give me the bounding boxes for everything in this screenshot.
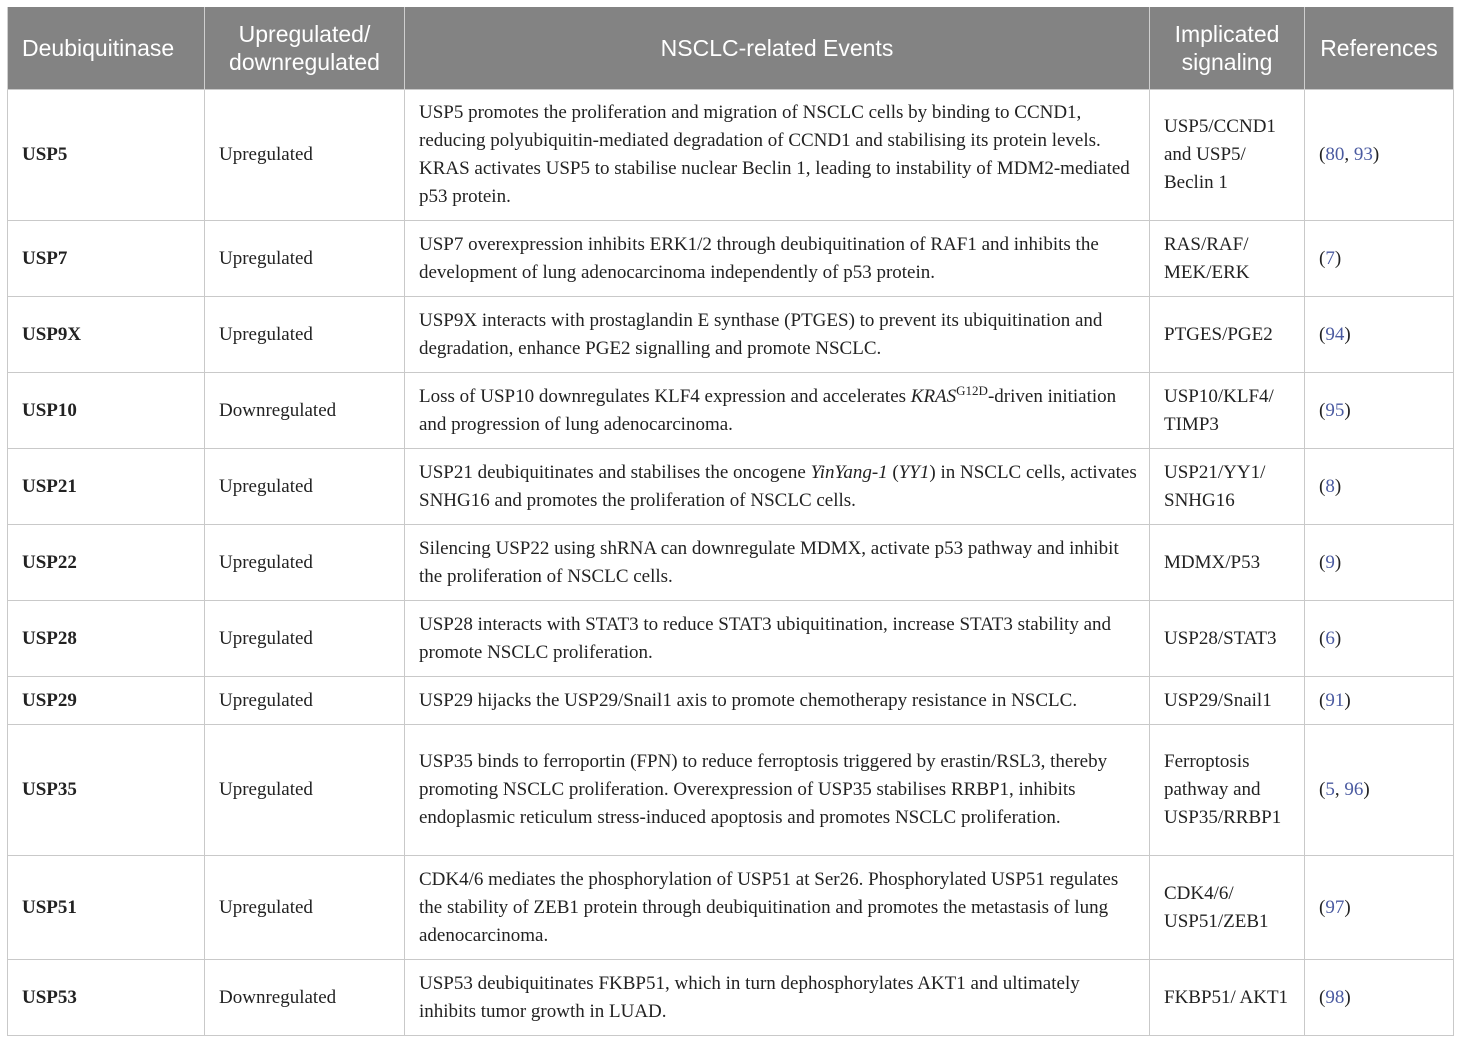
signaling-cell: CDK4/6/ USP51/ZEB1 xyxy=(1150,856,1305,960)
table-row xyxy=(8,677,1454,725)
reference-link[interactable]: 9 xyxy=(1325,551,1335,573)
events-cell: CDK4/6 mediates the phosphorylation of USP51 at Ser26. Phosphorylated USP51 regulates the stability of ZEB1 protein through deubiquitination and promotes the metastasis of lung adenocarcinoma. xyxy=(405,856,1150,960)
reference-link[interactable]: 7 xyxy=(1325,247,1335,269)
header-signaling: Implicated signaling xyxy=(1150,7,1305,90)
references-cell: (9) xyxy=(1305,525,1454,601)
references-cell: (91) xyxy=(1305,677,1454,725)
table-row xyxy=(8,960,1454,1036)
reference-link[interactable]: 98 xyxy=(1325,986,1345,1008)
gene-name-italic: YinYang-1 xyxy=(810,461,888,483)
deubiquitinase-cell: USP53 xyxy=(8,960,205,1036)
table-row xyxy=(8,221,1454,297)
regulation-cell: Upregulated xyxy=(205,677,405,725)
signaling-cell: USP5/CCND1 and USP5/ Beclin 1 xyxy=(1150,90,1305,221)
mutation-superscript: G12D xyxy=(956,382,988,398)
deubiquitinase-table xyxy=(7,7,1454,1036)
table-row xyxy=(8,856,1454,960)
signaling-cell: USP29/Snail1 xyxy=(1150,677,1305,725)
gene-name-italic: YY1 xyxy=(898,461,930,483)
references-cell: (98) xyxy=(1305,960,1454,1036)
deubiquitinase-cell: USP29 xyxy=(8,677,205,725)
regulation-cell: Upregulated xyxy=(205,221,405,297)
table-row xyxy=(8,449,1454,525)
signaling-cell: Ferroptosis pathway and USP35/RRBP1 xyxy=(1150,725,1305,856)
references-cell: (8) xyxy=(1305,449,1454,525)
header-events: NSCLC-related Events xyxy=(405,7,1150,90)
regulation-cell: Upregulated xyxy=(205,725,405,856)
reference-link[interactable]: 93 xyxy=(1353,144,1373,165)
events-text: USP21 deubiquitinates and stabilises the oncogene xyxy=(419,461,811,483)
deubiquitinase-cell: USP7 xyxy=(8,221,205,297)
deubiquitinase-cell: USP22 xyxy=(8,525,205,601)
events-cell: USP53 deubiquitinates FKBP51, which in turn dephosphorylates AKT1 and ultimately inhibits tumor growth in LUAD. xyxy=(405,960,1150,1036)
reference-link[interactable]: 94 xyxy=(1325,323,1345,345)
events-cell: Silencing USP22 using shRNA can downregulate MDMX, activate p53 pathway and inhibit the proliferation of NSCLC cells. xyxy=(405,525,1150,601)
deubiquitinase-cell: USP9X xyxy=(8,297,205,373)
reference-link[interactable]: 6 xyxy=(1325,627,1335,649)
regulation-cell: Upregulated xyxy=(205,601,405,677)
references-cell: (95) xyxy=(1305,373,1454,449)
reference-link[interactable]: 95 xyxy=(1325,399,1345,421)
regulation-cell: Upregulated xyxy=(205,297,405,373)
regulation-cell: Upregulated xyxy=(205,90,405,221)
signaling-cell: FKBP51/ AKT1 xyxy=(1150,960,1305,1036)
regulation-cell: Upregulated xyxy=(205,525,405,601)
reference-link[interactable]: 80 xyxy=(1325,144,1345,165)
header-deubiquitinase: Deubiquitinase xyxy=(8,7,205,90)
references-cell: (5, 96) xyxy=(1305,725,1454,856)
table-row xyxy=(8,725,1454,856)
signaling-cell: USP10/KLF4/ TIMP3 xyxy=(1150,373,1305,449)
deubiquitinase-cell: USP51 xyxy=(8,856,205,960)
events-text: -driven initiation and progression of lung adenocarcinoma. xyxy=(419,385,1117,435)
references-cell: (6) xyxy=(1305,601,1454,677)
events-cell: USP5 promotes the proliferation and migration of NSCLC cells by binding to CCND1, reducing polyubiquitin-mediated degradation of CCND1 and stabilising its protein levels. KRAS activates USP5 to stabilise nuclear Beclin 1, leading to instability of MDM2-mediated p53 protein. xyxy=(405,90,1150,221)
reference-link[interactable]: 91 xyxy=(1325,689,1345,711)
references-cell: (80, 93) xyxy=(1305,90,1454,221)
references-cell: (94) xyxy=(1305,297,1454,373)
regulation-cell: Downregulated xyxy=(205,373,405,449)
events-cell: USP7 overexpression inhibits ERK1/2 through deubiquitination of RAF1 and inhibits the development of lung adenocarcinoma independently of p53 protein. xyxy=(405,221,1150,297)
regulation-cell: Upregulated xyxy=(205,856,405,960)
deubiquitinase-cell: USP5 xyxy=(8,90,205,221)
signaling-cell: MDMX/P53 xyxy=(1150,525,1305,601)
events-text: ) in NSCLC cells, activates SNHG16 and promotes the proliferation of NSCLC cells. xyxy=(419,461,1137,511)
events-cell: USP35 binds to ferroportin (FPN) to reduce ferroptosis triggered by erastin/RSL3, thereby promoting NSCLC proliferation. Overexpression of USP35 stabilises RRBP1, inhibits endoplasmic reticulum stress-induced apoptosis and promotes NSCLC proliferation. xyxy=(405,725,1150,856)
reference-link[interactable]: 8 xyxy=(1325,475,1335,497)
header-references: References xyxy=(1305,7,1454,90)
signaling-cell: USP21/YY1/ SNHG16 xyxy=(1150,449,1305,525)
references-cell: (97) xyxy=(1305,856,1454,960)
deubiquitinase-cell: USP35 xyxy=(8,725,205,856)
events-cell: USP29 hijacks the USP29/Snail1 axis to promote chemotherapy resistance in NSCLC. xyxy=(405,677,1150,725)
deubiquitinase-cell: USP10 xyxy=(8,373,205,449)
table-row xyxy=(8,601,1454,677)
regulation-cell: Downregulated xyxy=(205,960,405,1036)
table-row xyxy=(8,90,1454,221)
header-regulation: Upregulated/ downregulated xyxy=(205,7,405,90)
table-row xyxy=(8,373,1454,449)
deubiquitinase-cell: USP28 xyxy=(8,601,205,677)
table-row xyxy=(8,297,1454,373)
events-cell: USP9X interacts with prostaglandin E synthase (PTGES) to prevent its ubiquitination and degradation, enhance PGE2 signalling and promote NSCLC. xyxy=(405,297,1150,373)
reference-link[interactable]: 96 xyxy=(1344,779,1364,800)
events-cell: USP28 interacts with STAT3 to reduce STAT3 ubiquitination, increase STAT3 stability and promote NSCLC proliferation. xyxy=(405,601,1150,677)
references-cell: (7) xyxy=(1305,221,1454,297)
gene-name-italic: KRAS xyxy=(910,385,957,407)
signaling-cell: RAS/RAF/ MEK/ERK xyxy=(1150,221,1305,297)
events-cell xyxy=(405,449,1150,525)
header-row xyxy=(8,7,1454,90)
regulation-cell: Upregulated xyxy=(205,449,405,525)
events-cell xyxy=(405,373,1150,449)
signaling-cell: PTGES/PGE2 xyxy=(1150,297,1305,373)
reference-link[interactable]: 5 xyxy=(1325,779,1335,800)
deubiquitinase-cell: USP21 xyxy=(8,449,205,525)
signaling-cell: USP28/STAT3 xyxy=(1150,601,1305,677)
events-text: Loss of USP10 downregulates KLF4 expression and accelerates xyxy=(419,385,911,407)
table-row xyxy=(8,525,1454,601)
reference-link[interactable]: 97 xyxy=(1325,896,1345,918)
events-text: ( xyxy=(887,461,899,483)
